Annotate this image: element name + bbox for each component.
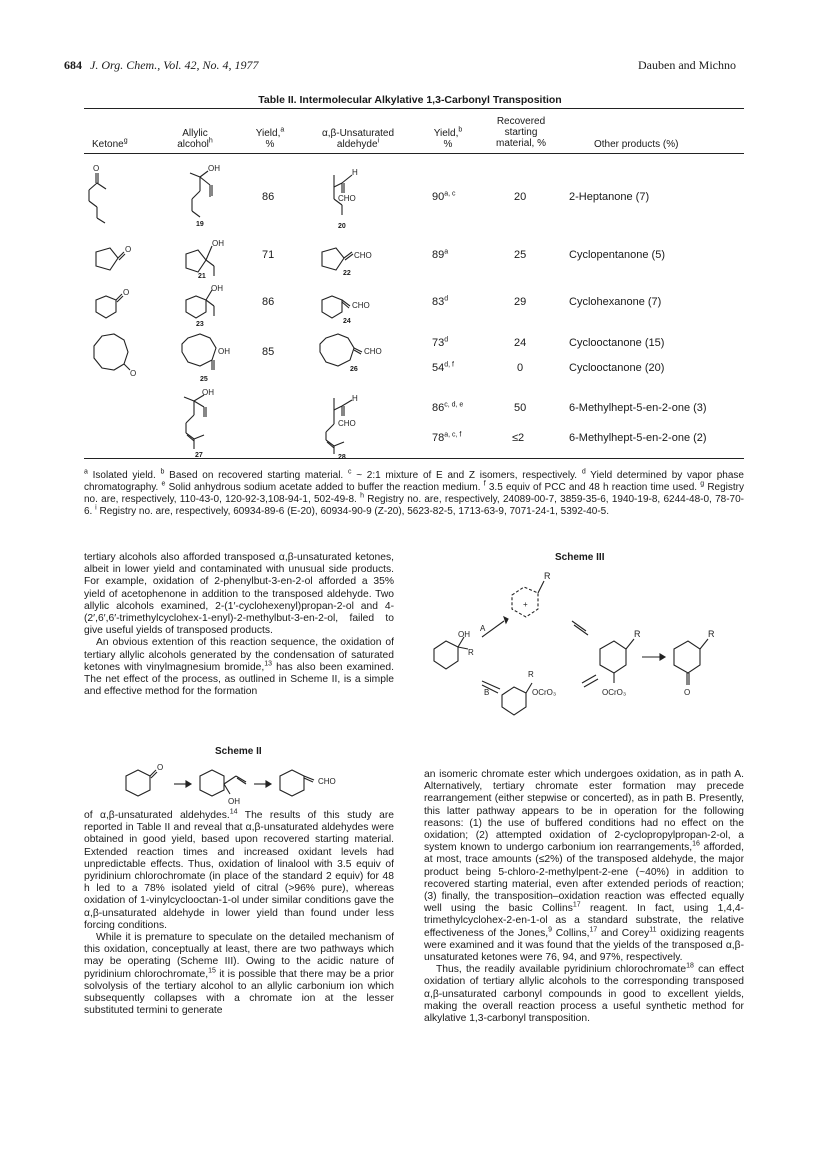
journal-citation: J. Org. Chem., Vol. 42, No. 4, 1977 bbox=[90, 58, 259, 72]
compound-number: 26 bbox=[350, 366, 358, 373]
cell-other: Cyclooctanone (15) bbox=[569, 337, 665, 349]
col-other-products: Other products (%) bbox=[594, 139, 679, 150]
svg-text:OH: OH bbox=[202, 388, 214, 397]
svg-text:OH: OH bbox=[228, 797, 240, 806]
structure-aldehyde-24 bbox=[318, 288, 388, 329]
structure-cyclopentanone bbox=[88, 240, 134, 279]
structure-aldehyde-28 bbox=[320, 392, 370, 459]
svg-text:OH: OH bbox=[218, 347, 230, 356]
paragraph: An obvious extention of this reaction sequence, the oxidation of tertiary allylic alcohols generated by the condensation of saturated ketones with vinylmagnesium bromide,$^{13}$ has also been examined. The net effect of the process, as outlined in Scheme II, is a simple and effective method for the formation bbox=[84, 637, 394, 698]
paragraph: of α,β-unsaturated aldehydes.$^{14}$ The results of this study are reported in Table II and reveal that α,β-unsaturated aldehydes were obtained in good yield, based upon recovered starting material. Extended reaction times and increased oxidant levels had unpredictable effects. Thus, oxidation of linalool with 3.5 equiv of pyridinium chlorochromate (in place of the standard 2 equiv) for 48 h led to a 78% isolated yield of citral (>96% pure), whereas oxidation of 1-vinylcyclooctan-1-ol under similar conditions gave the α,β-unsaturated aldehyde in lower yield than found under less forcing conditions. bbox=[84, 808, 394, 931]
cell-yield1: 71 bbox=[262, 249, 275, 261]
cell-yield2: 89$^a$ bbox=[432, 248, 449, 261]
cell-yield1: 86 bbox=[262, 296, 275, 308]
structure-2-heptanone bbox=[84, 163, 124, 228]
structure-aldehyde-20 bbox=[320, 163, 370, 228]
cell-yield1: 85 bbox=[262, 346, 275, 358]
col-recovered: Recovered starting material, % bbox=[495, 116, 546, 149]
svg-text:O: O bbox=[93, 164, 100, 173]
scheme-iii-diagram bbox=[424, 565, 744, 770]
cell-yield2: 54$^{d, f}$ bbox=[432, 361, 454, 374]
structure-alcohol-25 bbox=[178, 330, 238, 385]
compound-number: 20 bbox=[338, 223, 346, 230]
svg-text:O: O bbox=[125, 245, 132, 254]
paragraph: an isomeric chromate ester which undergoes oxidation, as in path A. Alternatively, tertiary chromate ester formation may precede rearrangement (either stepwise or concerted), as in path B. Presently, this latter pathway appears to be in operation for the following reasons: (1) the use of buffered conditions had no effect on the oxidation; (2) attempted oxidation of 2-cyclopropylpropan-2-ol, a system known to undergo carbonium ion rearrangements,$^{16}$ afforded, at most, trace amounts (≤2%) of the transposed aldehyde, the major product being 5-chloro-2-methylpent-2-ene (~40%) in addition to recovered starting material, even after extended periods of reaction; (3) finally, the transposition–oxidation reaction was effected equally well using the basic Collins$^{17}$ reagent. In fact, using 1,4,4-trimethylcyclohex-2-en-1-ol as a standard substrate, the relative effectiveness of the Jones,$^9$ Collins,$^{17}$ and Corey$^{11}$ oxidizing reagents were examined and it was found that the yields of the transposed α,β-unsaturated ketones were 76, 94, and 97%, respectively. bbox=[424, 769, 745, 964]
compound-number: 28 bbox=[338, 454, 346, 461]
svg-text:CHO: CHO bbox=[364, 347, 382, 356]
compound-number: 21 bbox=[198, 273, 206, 280]
svg-text:CHO: CHO bbox=[338, 194, 356, 203]
svg-text:OH: OH bbox=[211, 284, 223, 293]
svg-text:OCrO₃: OCrO₃ bbox=[532, 688, 557, 697]
cell-other: 6-Methylhept-5-en-2-one (2) bbox=[569, 432, 707, 444]
cell-other: 6-Methylhept-5-en-2-one (3) bbox=[569, 402, 707, 414]
svg-text:R: R bbox=[634, 629, 641, 639]
svg-text:H: H bbox=[352, 168, 358, 177]
svg-text:OH: OH bbox=[208, 164, 220, 173]
cell-recovered: 29 bbox=[514, 296, 527, 308]
structure-aldehyde-26 bbox=[318, 330, 398, 381]
running-header-authors: Dauben and Michno bbox=[638, 58, 736, 72]
cell-yield2: 83$^d$ bbox=[432, 295, 449, 308]
col-allylic-alcohol: Allylic alcohol$^h$ bbox=[177, 128, 213, 150]
compound-number: 24 bbox=[343, 318, 351, 325]
svg-text:B: B bbox=[484, 688, 490, 697]
cell-recovered: 0 bbox=[517, 362, 524, 374]
cell-recovered: 50 bbox=[514, 402, 527, 414]
col-yield-1: Yield,$^a$ % bbox=[255, 126, 285, 150]
svg-text:CHO: CHO bbox=[318, 777, 336, 786]
table-title: Table II. Intermolecular Alkylative 1,3-Carbonyl Transposition bbox=[258, 94, 562, 106]
page-number: 684 bbox=[64, 58, 82, 72]
svg-text:OH: OH bbox=[212, 239, 224, 248]
cell-recovered: 24 bbox=[514, 337, 527, 349]
col-aldehyde: α,β-Unsaturated aldehyde$^i$ bbox=[321, 128, 395, 150]
table-top-rule bbox=[84, 108, 744, 109]
compound-number: 25 bbox=[200, 376, 208, 383]
svg-text:R: R bbox=[708, 629, 715, 639]
structure-cyclohexanone bbox=[88, 288, 134, 329]
cell-other: Cyclooctanone (20) bbox=[569, 362, 665, 374]
svg-text:OCrO₃: OCrO₃ bbox=[602, 688, 627, 697]
cell-other: Cyclohexanone (7) bbox=[569, 296, 662, 308]
structure-aldehyde-22 bbox=[318, 240, 388, 279]
cell-yield2: 73$^d$ bbox=[432, 336, 449, 349]
structure-alcohol-27 bbox=[178, 389, 228, 456]
svg-text:CHO: CHO bbox=[352, 301, 370, 310]
table-header-rule bbox=[84, 153, 744, 154]
cell-yield2: 90$^{a, c}$ bbox=[432, 190, 456, 203]
cell-other: 2-Heptanone (7) bbox=[569, 191, 650, 203]
svg-text:O: O bbox=[684, 688, 691, 697]
structure-alcohol-19 bbox=[180, 163, 230, 228]
compound-number: 19 bbox=[196, 221, 204, 228]
scheme-ii-title: Scheme II bbox=[215, 746, 262, 757]
cell-other: Cyclopentanone (5) bbox=[569, 249, 666, 261]
cell-recovered: ≤2 bbox=[512, 432, 525, 444]
cell-yield1: 86 bbox=[262, 191, 275, 203]
svg-text:O: O bbox=[130, 369, 137, 378]
svg-text:+: + bbox=[523, 600, 528, 609]
svg-text:R: R bbox=[528, 670, 534, 679]
structure-alcohol-23 bbox=[180, 284, 230, 329]
left-column-top bbox=[84, 552, 394, 698]
svg-text:CHO: CHO bbox=[354, 251, 372, 260]
svg-text:R: R bbox=[468, 648, 474, 657]
svg-text:OH: OH bbox=[458, 630, 470, 639]
compound-number: 27 bbox=[195, 452, 203, 459]
svg-text:O: O bbox=[123, 288, 130, 297]
col-yield-2: Yield,$^b$ % bbox=[433, 126, 463, 150]
svg-text:H: H bbox=[352, 394, 358, 403]
svg-text:A: A bbox=[480, 624, 486, 633]
cell-yield2: 78$^{a, c, f}$ bbox=[432, 431, 462, 444]
svg-text:O: O bbox=[157, 763, 164, 772]
table-footnotes: $^a$ Isolated yield. $^b$ Based on recovered starting material. $^c$ ~ 2:1 mixture of E and Z isomers, respectively. $^d$ Yield determined by vapor phase chromatography. $^e$ Solid anhydrous sodium acetate added to buffer the reaction medium. $^f$ 3.5 equiv of PCC and 48 h reaction time used. $^g$ Registry no. are, respectively, 110-43-0, 120-92-3,108-94-1, 502-49-8. $^h$ Registry no. are, respectively, 24089-00-7, 3859-35-6, 1940-19-8, 6244-48-0, 78-70-6. $^i$ Registry no. are, respectively, 60934-89-6 (E-20), 60934-90-9 (Z-20), 5623-82-5, 1713-63-9, 7071-24-1, 5392-40-5. bbox=[84, 468, 745, 517]
compound-number: 23 bbox=[196, 321, 204, 328]
svg-text:R: R bbox=[544, 571, 551, 581]
paragraph: Thus, the readily available pyridinium chlorochromate$^{18}$ can effect oxidation of tertiary allylic alcohols to the corresponding transposed α,β-unsaturated carbonyl compounds in good to excellent yields, making the overall reaction process a useful synthetic method for alkylative 1,3-carbonyl transposition. bbox=[424, 962, 744, 1025]
cell-recovered: 25 bbox=[514, 249, 527, 261]
structure-cyclooctanone bbox=[88, 330, 144, 385]
scheme-iii-title: Scheme III bbox=[555, 552, 605, 563]
paragraph: While it is premature to speculate on the detailed mechanism of this oxidation, conceptually at least, there are two pathways which may be operating (Scheme III). Owing to the acidic nature of pyridinium chlorochromate,$^{15}$ it is possible that there may be a prior solvolysis of the tertiary alcohol to an allylic carbonium ion which subsequently collapses with a chromate ion at the lesser substituted termini to generate bbox=[84, 932, 394, 1017]
svg-text:CHO: CHO bbox=[338, 419, 356, 428]
cell-recovered: 20 bbox=[514, 191, 527, 203]
paragraph: tertiary alcohols also afforded transposed α,β-unsaturated ketones, albeit in lower yield and contaminated with unusual side products. For example, oxidation of 2-phenylbut-3-en-2-ol afforded a 35% yield of acetophenone in addition to the transposed aldehyde. Two allylic alcohols examined, 2-(1′-cyclohexenyl)propan-2-ol and 4-(2′,6′,6′-trimethylcyclohex-1-enyl)-2-methylbut-3-en-2-ol, failed to give useful yields of transposed products. bbox=[84, 552, 394, 637]
running-header-left bbox=[64, 58, 259, 73]
cell-yield2: 86$^{c, d, e}$ bbox=[432, 401, 464, 414]
table-bottom-rule bbox=[84, 458, 744, 459]
right-column-text bbox=[424, 769, 744, 1025]
compound-number: 22 bbox=[343, 270, 351, 277]
col-ketone: Ketone$^g$ bbox=[92, 137, 128, 150]
left-column-bottom bbox=[84, 810, 394, 1017]
